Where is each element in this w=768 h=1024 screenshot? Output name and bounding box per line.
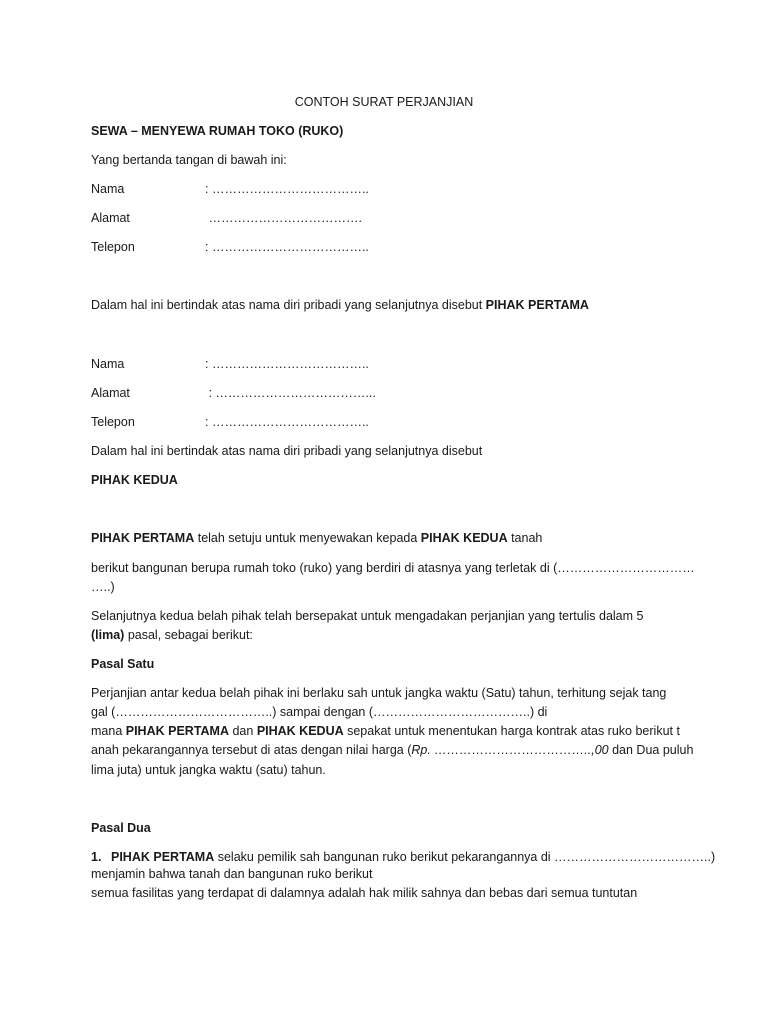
- pasal1-line4-price: Rp. ………………………………..,00: [411, 743, 609, 757]
- pasal2-line3: semua fasilitas yang terdapat di dalamnya adalah hak milik sahnya dan bebas dari semua tuntutan: [91, 886, 638, 900]
- party1-telepon-row: [91, 239, 369, 255]
- party2-role: PIHAK KEDUA: [91, 473, 178, 487]
- pasal1-line3-a: mana: [91, 724, 126, 738]
- pasal1-line3-party1: PIHAK PERTAMA: [125, 724, 229, 738]
- pasal1-line4: [91, 742, 693, 758]
- pasal2-item1-party1: PIHAK PERTAMA: [111, 850, 215, 864]
- agreement-p3-rest: pasal, sebagai berikut:: [124, 628, 253, 642]
- pasal1-line4-c: dan Dua puluh: [608, 743, 694, 757]
- agreement-p3-lima: (lima): [91, 628, 125, 642]
- party2-nama-value: : ………………………………..: [205, 357, 369, 371]
- pasal1-line3-party2: PIHAK KEDUA: [256, 724, 344, 738]
- pasal1-heading: Pasal Satu: [91, 657, 155, 671]
- agreement-p1-party1: PIHAK PERTAMA: [91, 531, 195, 545]
- intro-text: Yang bertanda tangan di bawah ini:: [91, 153, 287, 167]
- party2-alamat-label: Alamat: [91, 386, 130, 400]
- document-title: CONTOH SURAT PERJANJIAN: [294, 95, 474, 109]
- agreement-p2-line1: berikut bangunan berupa rumah toko (ruko) yang berdiri di atasnya yang terletak di (……………………………: [91, 561, 695, 575]
- party1-role: PIHAK PERTAMA: [485, 298, 589, 312]
- agreement-p3-line2: [91, 627, 253, 643]
- party1-nama-value: : ………………………………..: [205, 182, 369, 196]
- pasal1-line5: lima juta) untuk jangka waktu (satu) tahun.: [91, 763, 326, 777]
- party1-statement-text: Dalam hal ini bertindak atas nama diri pribadi yang selanjutnya disebut: [91, 298, 486, 312]
- pasal1-line4-a: anah pekarangannya tersebut di atas dengan nilai harga (: [91, 743, 412, 757]
- agreement-p1-end: tanah: [507, 531, 543, 545]
- party2-telepon-row: [91, 414, 369, 430]
- pasal2-line2: menjamin bahwa tanah dan bangunan ruko berikut: [91, 867, 373, 881]
- pasal2-item1-number: 1.: [91, 850, 102, 864]
- agreement-p3-line1: Selanjutnya kedua belah pihak telah bersepakat untuk mengadakan perjanjian yang tertulis dalam 5: [91, 609, 644, 623]
- pasal2-item1: [91, 849, 715, 865]
- pasal2-heading: Pasal Dua: [91, 821, 151, 835]
- party1-alamat-row: [91, 210, 362, 226]
- party1-telepon-value: : ………………………………..: [205, 240, 369, 254]
- party1-alamat-label: Alamat: [91, 211, 130, 225]
- agreement-p1-text: telah setuju untuk menyewakan kepada: [194, 531, 421, 545]
- agreement-paragraph-1: [91, 530, 542, 546]
- party2-alamat-row: [91, 385, 376, 401]
- party2-telepon-value: : ………………………………..: [205, 415, 369, 429]
- party2-nama-label: Nama: [91, 357, 125, 371]
- party2-statement: Dalam hal ini bertindak atas nama diri pribadi yang selanjutnya disebut: [91, 444, 483, 458]
- pasal1-line2: gal (………………………………..) sampai dengan (………………………………..) di: [91, 705, 548, 719]
- party1-statement: [91, 297, 589, 313]
- party2-nama-row: [91, 356, 369, 372]
- pasal1-line1: Perjanjian antar kedua belah pihak ini berlaku sah untuk jangka waktu (Satu) tahun, terhitung sejak tang: [91, 686, 667, 700]
- pasal1-line3: [91, 723, 680, 739]
- pasal2-item1-text: selaku pemilik sah bangunan ruko berikut pekarangannya di ………………………………..): [214, 850, 716, 864]
- party2-telepon-label: Telepon: [91, 415, 135, 429]
- agreement-p1-party2: PIHAK KEDUA: [420, 531, 508, 545]
- pasal1-line3-c: dan: [229, 724, 257, 738]
- pasal1-line3-e: sepakat untuk menentukan harga kontrak atas ruko berikut t: [343, 724, 680, 738]
- party1-nama-label: Nama: [91, 182, 125, 196]
- document-subtitle: SEWA – MENYEWA RUMAH TOKO (RUKO): [91, 124, 344, 138]
- party2-alamat-value: : ………………………………...: [205, 386, 376, 400]
- party1-alamat-value: ……………………………….: [205, 211, 362, 225]
- party1-nama-row: [91, 181, 369, 197]
- agreement-p2-line2: …..): [91, 580, 115, 594]
- party1-telepon-label: Telepon: [91, 240, 135, 254]
